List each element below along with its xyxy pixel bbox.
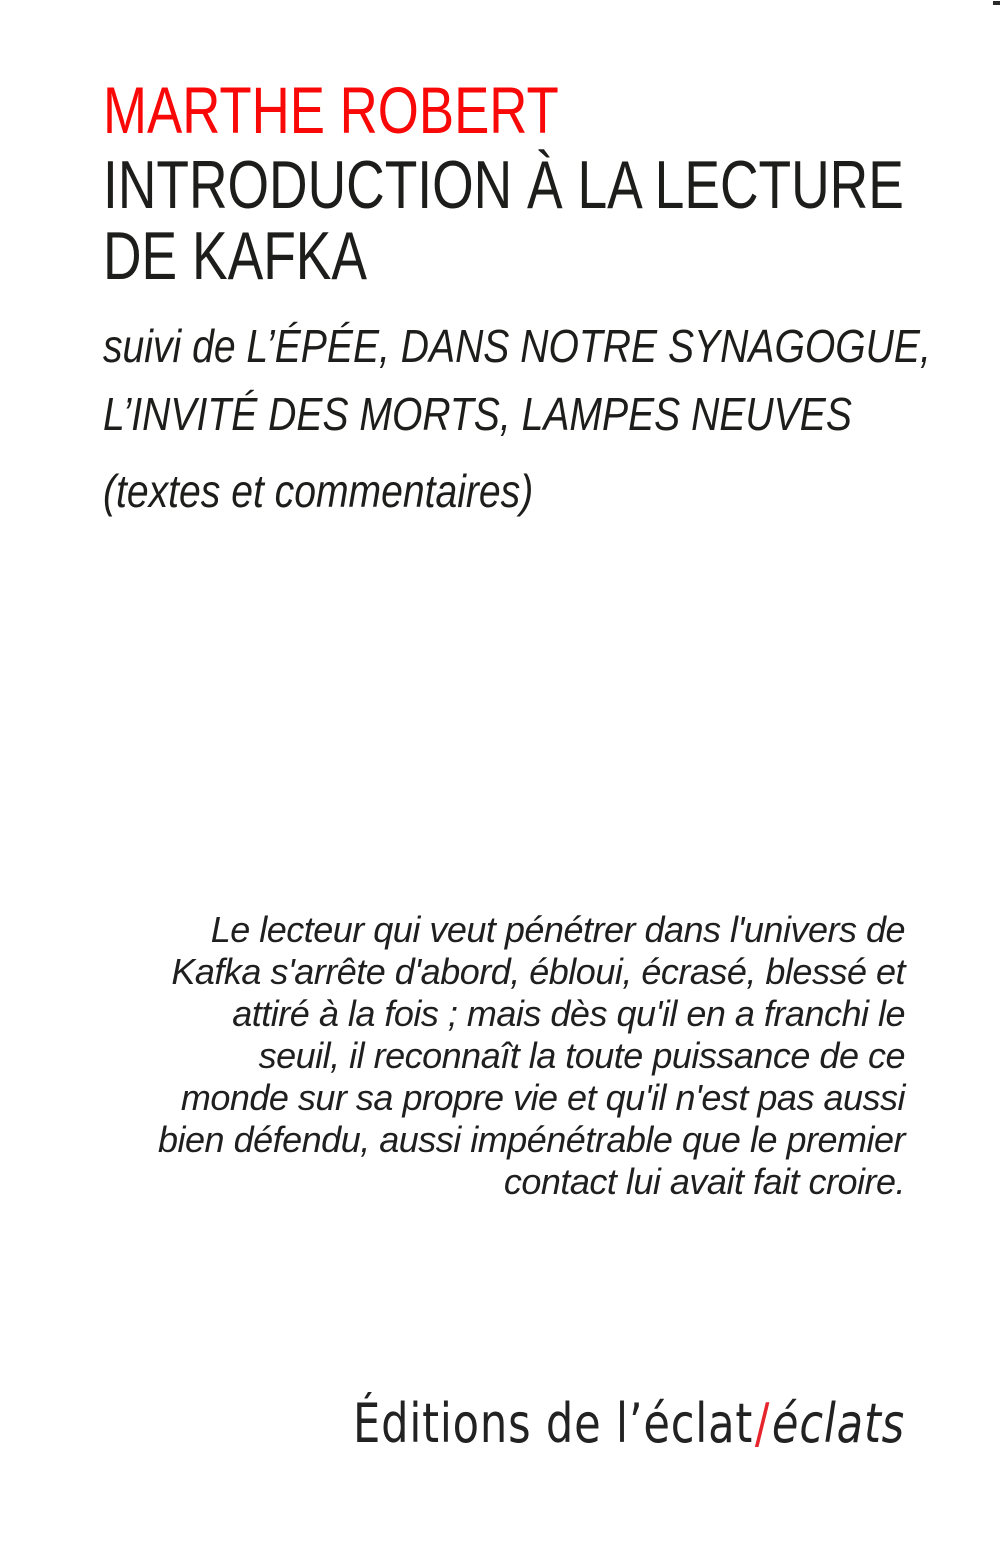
quote-line: contact lui avait fait croire.: [503, 1161, 905, 1202]
quote-line: bien défendu, aussi impénétrable que le premier: [158, 1119, 905, 1160]
quote-line: Kafka s'arrête d'abord, ébloui, écrasé, blessé et: [171, 951, 905, 992]
publisher-name-roman: Éditions de l’éclat: [353, 1392, 754, 1455]
subtitle-line-2: L’INVITÉ DES MORTS, LAMPES NEUVES: [103, 388, 852, 440]
corner-artifact: [993, 1, 1000, 5]
quote-line: seuil, il reconnaît la toute puissance de ce: [258, 1035, 905, 1076]
back-quote: [158, 909, 905, 1203]
quote-line: attiré à la fois ; mais dès qu'il en a franchi le: [232, 993, 905, 1034]
title-line-1: INTRODUCTION À LA LECTURE: [103, 147, 904, 223]
quote-line: monde sur sa propre vie et qu'il n'est pas aussi: [180, 1077, 905, 1118]
publisher-name-italic: éclats: [771, 1392, 905, 1455]
book-title: [103, 147, 904, 294]
author-name: MARTHE ROBERT: [103, 73, 559, 147]
publisher-logo: [353, 1392, 905, 1455]
subtitle-line-1: suivi de L’ÉPÉE, DANS NOTRE SYNAGOGUE,: [103, 320, 931, 372]
publisher-slash: /: [754, 1392, 771, 1455]
quote-line: Le lecteur qui veut pénétrer dans l'univers de: [210, 909, 905, 950]
subtitle-note: (textes et commentaires): [103, 465, 534, 517]
title-line-2: DE KAFKA: [103, 218, 368, 294]
